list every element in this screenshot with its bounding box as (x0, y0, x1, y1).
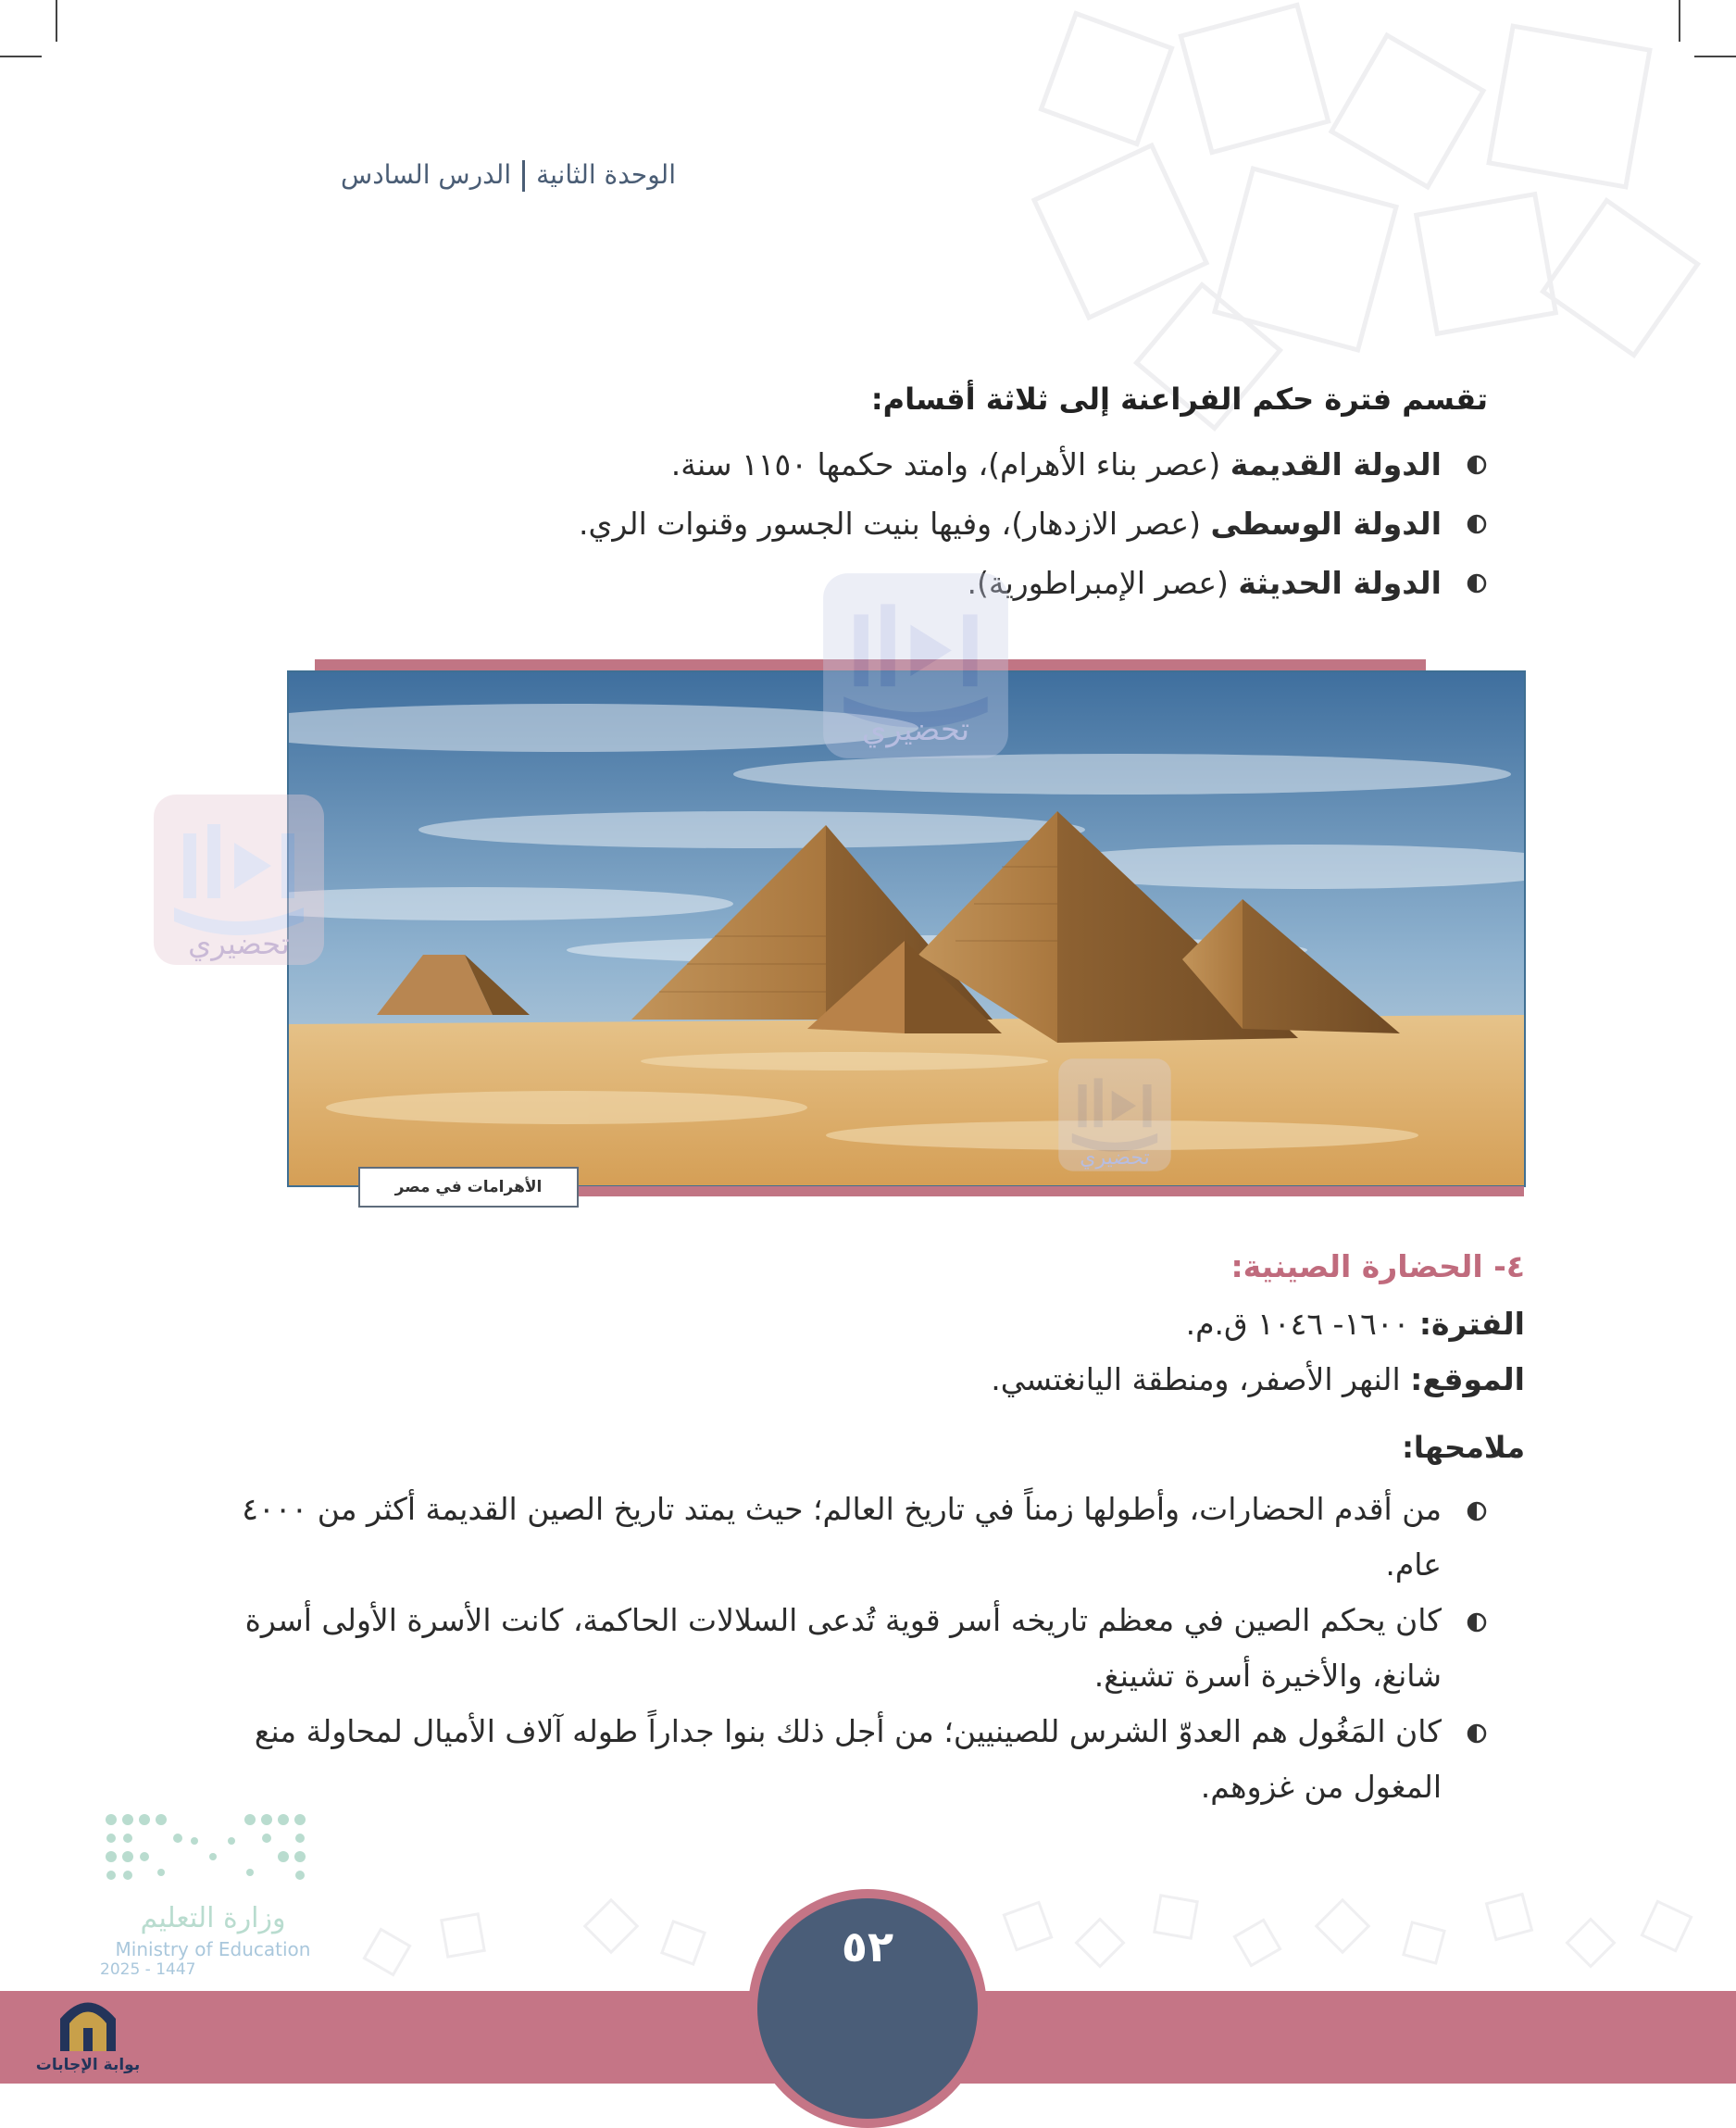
bullet-icon (1466, 513, 1488, 535)
ministry-year: 2025 - 1447 (100, 1960, 196, 1979)
period-value: ١٦٠٠- ١٠٤٦ ق.م. (1185, 1306, 1419, 1342)
period-label: الفترة: (1418, 1306, 1525, 1342)
ministry-logo (93, 1806, 333, 1979)
location-value: النهر الأصفر، ومنطقة اليانغتسي. (991, 1361, 1411, 1397)
period-desc: (عصر الازدهار)، وفيها بنيت الجسور وقنوات الري. (579, 506, 1211, 542)
period-info (1186, 1306, 1525, 1342)
watermark-logo (146, 787, 331, 972)
photo-caption: الأهرامات في مصر (358, 1167, 579, 1208)
period-name: الدولة القديمة (1230, 446, 1442, 482)
list-item (238, 1704, 1488, 1815)
feature-text: كان المَغُول هم العدوّ الشرس للصينيين؛ من أجل ذلك بنوا جداراً طوله آلاف الأميال لمحاولة منع المغول من غزوهم. (254, 1713, 1442, 1805)
bullet-icon (1466, 1611, 1488, 1634)
gateway-logo (28, 1982, 148, 2074)
period-name: الدولة الحديثة (1238, 565, 1442, 601)
location-info (991, 1361, 1525, 1397)
section-title: ٤- الحضارة الصينية: (1230, 1248, 1525, 1284)
period-desc: (عصر بناء الأهرام)، وامتد حكمها ١١٥٠ سنة. (670, 446, 1230, 482)
features-title: ملامحها: (1402, 1430, 1525, 1465)
watermark-text: تحضيري (188, 926, 290, 961)
bullet-icon (1466, 1722, 1488, 1745)
ministry-english: Ministry of Education (115, 1938, 311, 1960)
watermark-logo (1054, 1054, 1176, 1176)
list-item (192, 435, 1488, 494)
bullet-icon (1466, 1500, 1488, 1522)
list-item (192, 494, 1488, 554)
watermark-text: تحضيري (1080, 1146, 1150, 1170)
bullet-icon (1466, 572, 1488, 595)
page-number: ٥٢ (841, 1921, 894, 1972)
header-separator (522, 160, 525, 192)
mosque-icon (28, 1982, 148, 2056)
list-item (238, 1482, 1488, 1593)
watermark-logo (813, 563, 1018, 769)
watermark-text: تحضيري (861, 711, 970, 748)
ministry-dots-icon (93, 1806, 333, 1898)
unit-label: الوحدة الثانية (536, 159, 676, 190)
gateway-label: بوابة الإجابات (35, 2056, 141, 2074)
running-header (287, 159, 676, 192)
photo-accent-bar-bottom (556, 1186, 1524, 1196)
features-list (238, 1482, 1488, 1815)
intro-text: تقسم فترة حكم الفراعنة إلى ثلاثة أقسام: (870, 382, 1488, 417)
feature-text: كان يحكم الصين في معظم تاريخه أسر قوية تُدعى السلالات الحاكمة، كانت الأسرة الأولى أسرة شانغ، والأخيرة أسرة تشينغ. (244, 1602, 1442, 1694)
list-item (238, 1593, 1488, 1704)
period-name: الدولة الوسطى (1210, 506, 1442, 542)
lesson-label: الدرس السادس (341, 159, 512, 190)
period-desc: (عصر الإمبراطورية). (967, 565, 1239, 601)
location-label: الموقع: (1410, 1361, 1525, 1397)
feature-text: من أقدم الحضارات، وأطولها زمناً في تاريخ العالم؛ حيث يمتد تاريخ الصين القديمة أكثر من ٤٠٠٠ عام. (242, 1491, 1442, 1583)
ministry-arabic: وزارة التعليم (140, 1902, 286, 1934)
bullet-icon (1466, 454, 1488, 476)
